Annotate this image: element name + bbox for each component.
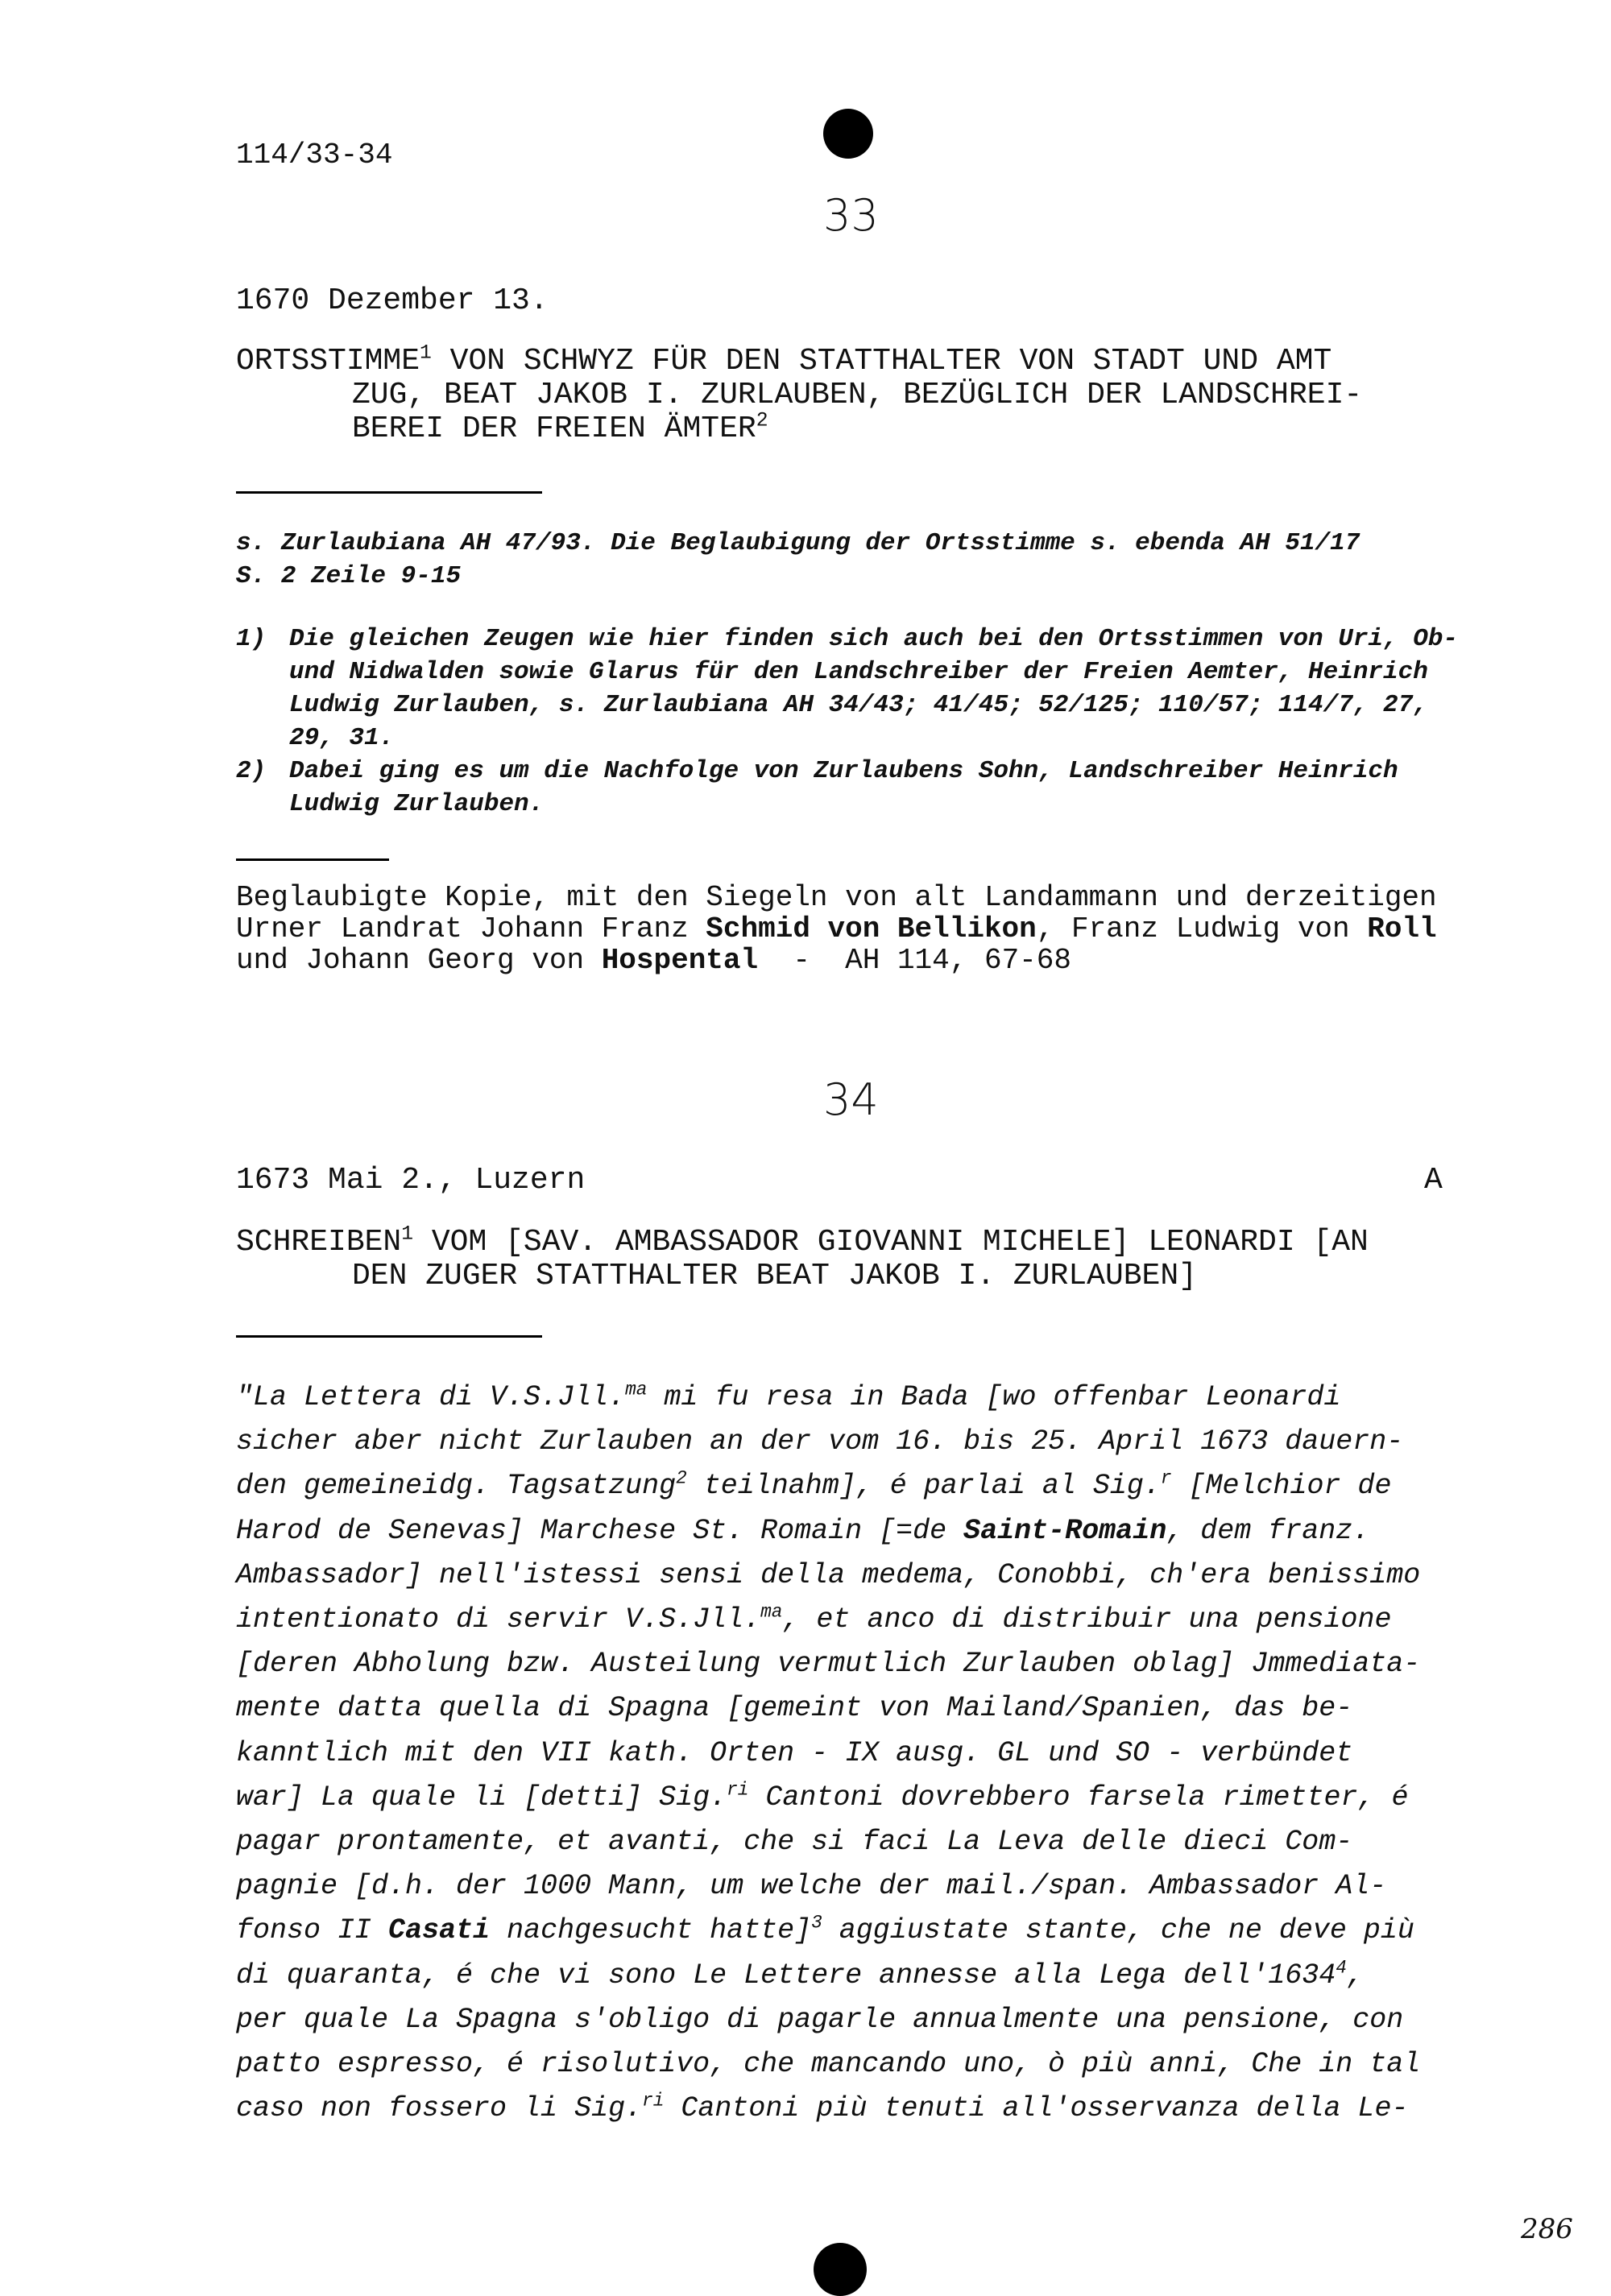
divider-rule [236,491,542,494]
footnote-1-number: 1) [236,625,267,653]
title-34-line2: DEN ZUGER STATTHALTER BEAT JAKOB I. ZURLAUBEN] [352,1259,1197,1293]
footnote-1 [236,623,1476,755]
title-33-line2: ZUG, BEAT JAKOB I. ZURLAUBEN, BEZÜGLICH DER LANDSCHREI- [352,378,1363,412]
letter-line: caso non fossero li Sig.$^{ri}$ Cantoni più tenuti all'osservanza della Le- [236,2090,1409,2125]
letter-line: pagnie [d.h. der 1000 Mann, um welche der mail./span. Ambassador Al- [236,1870,1387,1903]
letter-line: mente datta quella di Spagna [gemeint von Mailand/Spanien, das be- [236,1692,1353,1725]
letter-line: Harod de Senevas] Marchese St. Romain [=de Saint-Romain, dem franz. [236,1514,1370,1547]
document-33-date: 1670 Dezember 13. [236,283,549,318]
document-34-date: 1673 Mai 2., Luzern [236,1163,586,1198]
letter-line: fonso II Casati nachgesucht hatte]$^3$ aggiustate stante, che ne deve più [236,1912,1414,1947]
footnote-1-text: Die gleichen Zeugen wie hier finden sich auch bei den Ortsstimmen von Uri, Ob- und Nidwalden sowie Glarus für den Landschreiber der Freien Aemter, Heinrich Ludwig Zurlauben, s. Zurlaubiana AH 34/43; 41/45; 52/125; 110/57; 114/7, 27, 29, 31. [289,625,1459,752]
document-34-marker: A [1424,1163,1443,1198]
document-number-33: 33 [823,190,879,241]
letter-line: pagar prontamente, et avanti, che si faci La Leva delle dieci Com- [236,1826,1353,1859]
title-34-line1: SCHREIBEN$^1$ VOM [SAV. AMBASSADOR GIOVANNI MICHELE] LEONARDI [AN [236,1222,1369,1260]
handwritten-page-number: 286 [1521,2213,1573,2245]
letter-line: war] La quale li [detti] Sig.$^{ri}$ Cantoni dovrebbero farsela rimetter, é [236,1779,1409,1814]
letter-line: kanntlich mit den VII kath. Orten - IX ausg. GL und SO - verbündet [236,1736,1353,1769]
title-33-line3: BEREI DER FREIEN ÄMTER$^2$ [352,409,768,446]
divider-rule-short [236,858,389,861]
document-33-source: Beglaubigte Kopie, mit den Siegeln von alt Landammann und derzeitigen Urner Landrat Johann Franz Schmid von Bellikon, Franz Ludwig von Roll und Johann Georg von Hospental - AH 114, 67-68 [236,881,1437,977]
letter-line: per quale La Spagna s'obligo di pagarle annualmente una pensione, con [236,2003,1404,2036]
punch-hole-mark [823,109,873,159]
letter-line: Ambassador] nell'istessi sensi della medema, Conobbi, ch'era benissimo [236,1558,1421,1591]
letter-line: sicher aber nicht Zurlauben an der vom 16. bis 25. April 1673 dauern- [236,1425,1404,1458]
letter-body [236,1376,1485,2131]
letter-line: di quaranta, é che vi sono Le Lettere annesse alla Lega dell'1634$^4$, [236,1956,1364,1992]
letter-line: [deren Abholung bzw. Austeilung vermutlich Zurlauben oblag] Jmmediata- [236,1648,1421,1681]
title-33-line1: ORTSSTIMME$^1$ VON SCHWYZ FÜR DEN STATTHALTER VON STADT UND AMT [236,341,1332,379]
note-line-1: s. Zurlaubiana AH 47/93. Die Beglaubigung der Ortsstimme s. ebenda AH 51/17 [236,529,1360,557]
letter-line: den gemeineidg. Tagsatzung$^2$ teilnahm], é parlai al Sig.$^r$ [Melchior de [236,1467,1392,1503]
document-33-reference-note [236,527,1460,593]
note-line-2: S. 2 Zeile 9-15 [236,562,462,590]
punch-hole-mark-bottom [814,2243,867,2296]
footnote-2-number: 2) [236,757,267,785]
document-34-title [236,1222,1444,1293]
document-33-footnotes [236,623,1476,821]
divider-rule [236,1335,542,1338]
document-number-34: 34 [823,1074,879,1125]
letter-line: patto espresso, é risolutivo, che mancando uno, ò più anni, Che in tal [236,2048,1421,2081]
letter-line: "La Lettera di V.S.Jll.$^{ma}$ mi fu resa in Bada [wo offenbar Leonardi [236,1379,1341,1413]
footnote-2-text: Dabei ging es um die Nachfolge von Zurlaubens Sohn, Landschreiber Heinrich Ludwig Zurlauben. [289,757,1398,818]
document-33-title [236,341,1444,446]
footnote-2 [236,755,1476,821]
document-reference: 114/33-34 [236,139,393,172]
letter-line: intentionato di servir V.S.Jll.$^{ma}$, et anco di distribuir una pensione [236,1601,1392,1636]
